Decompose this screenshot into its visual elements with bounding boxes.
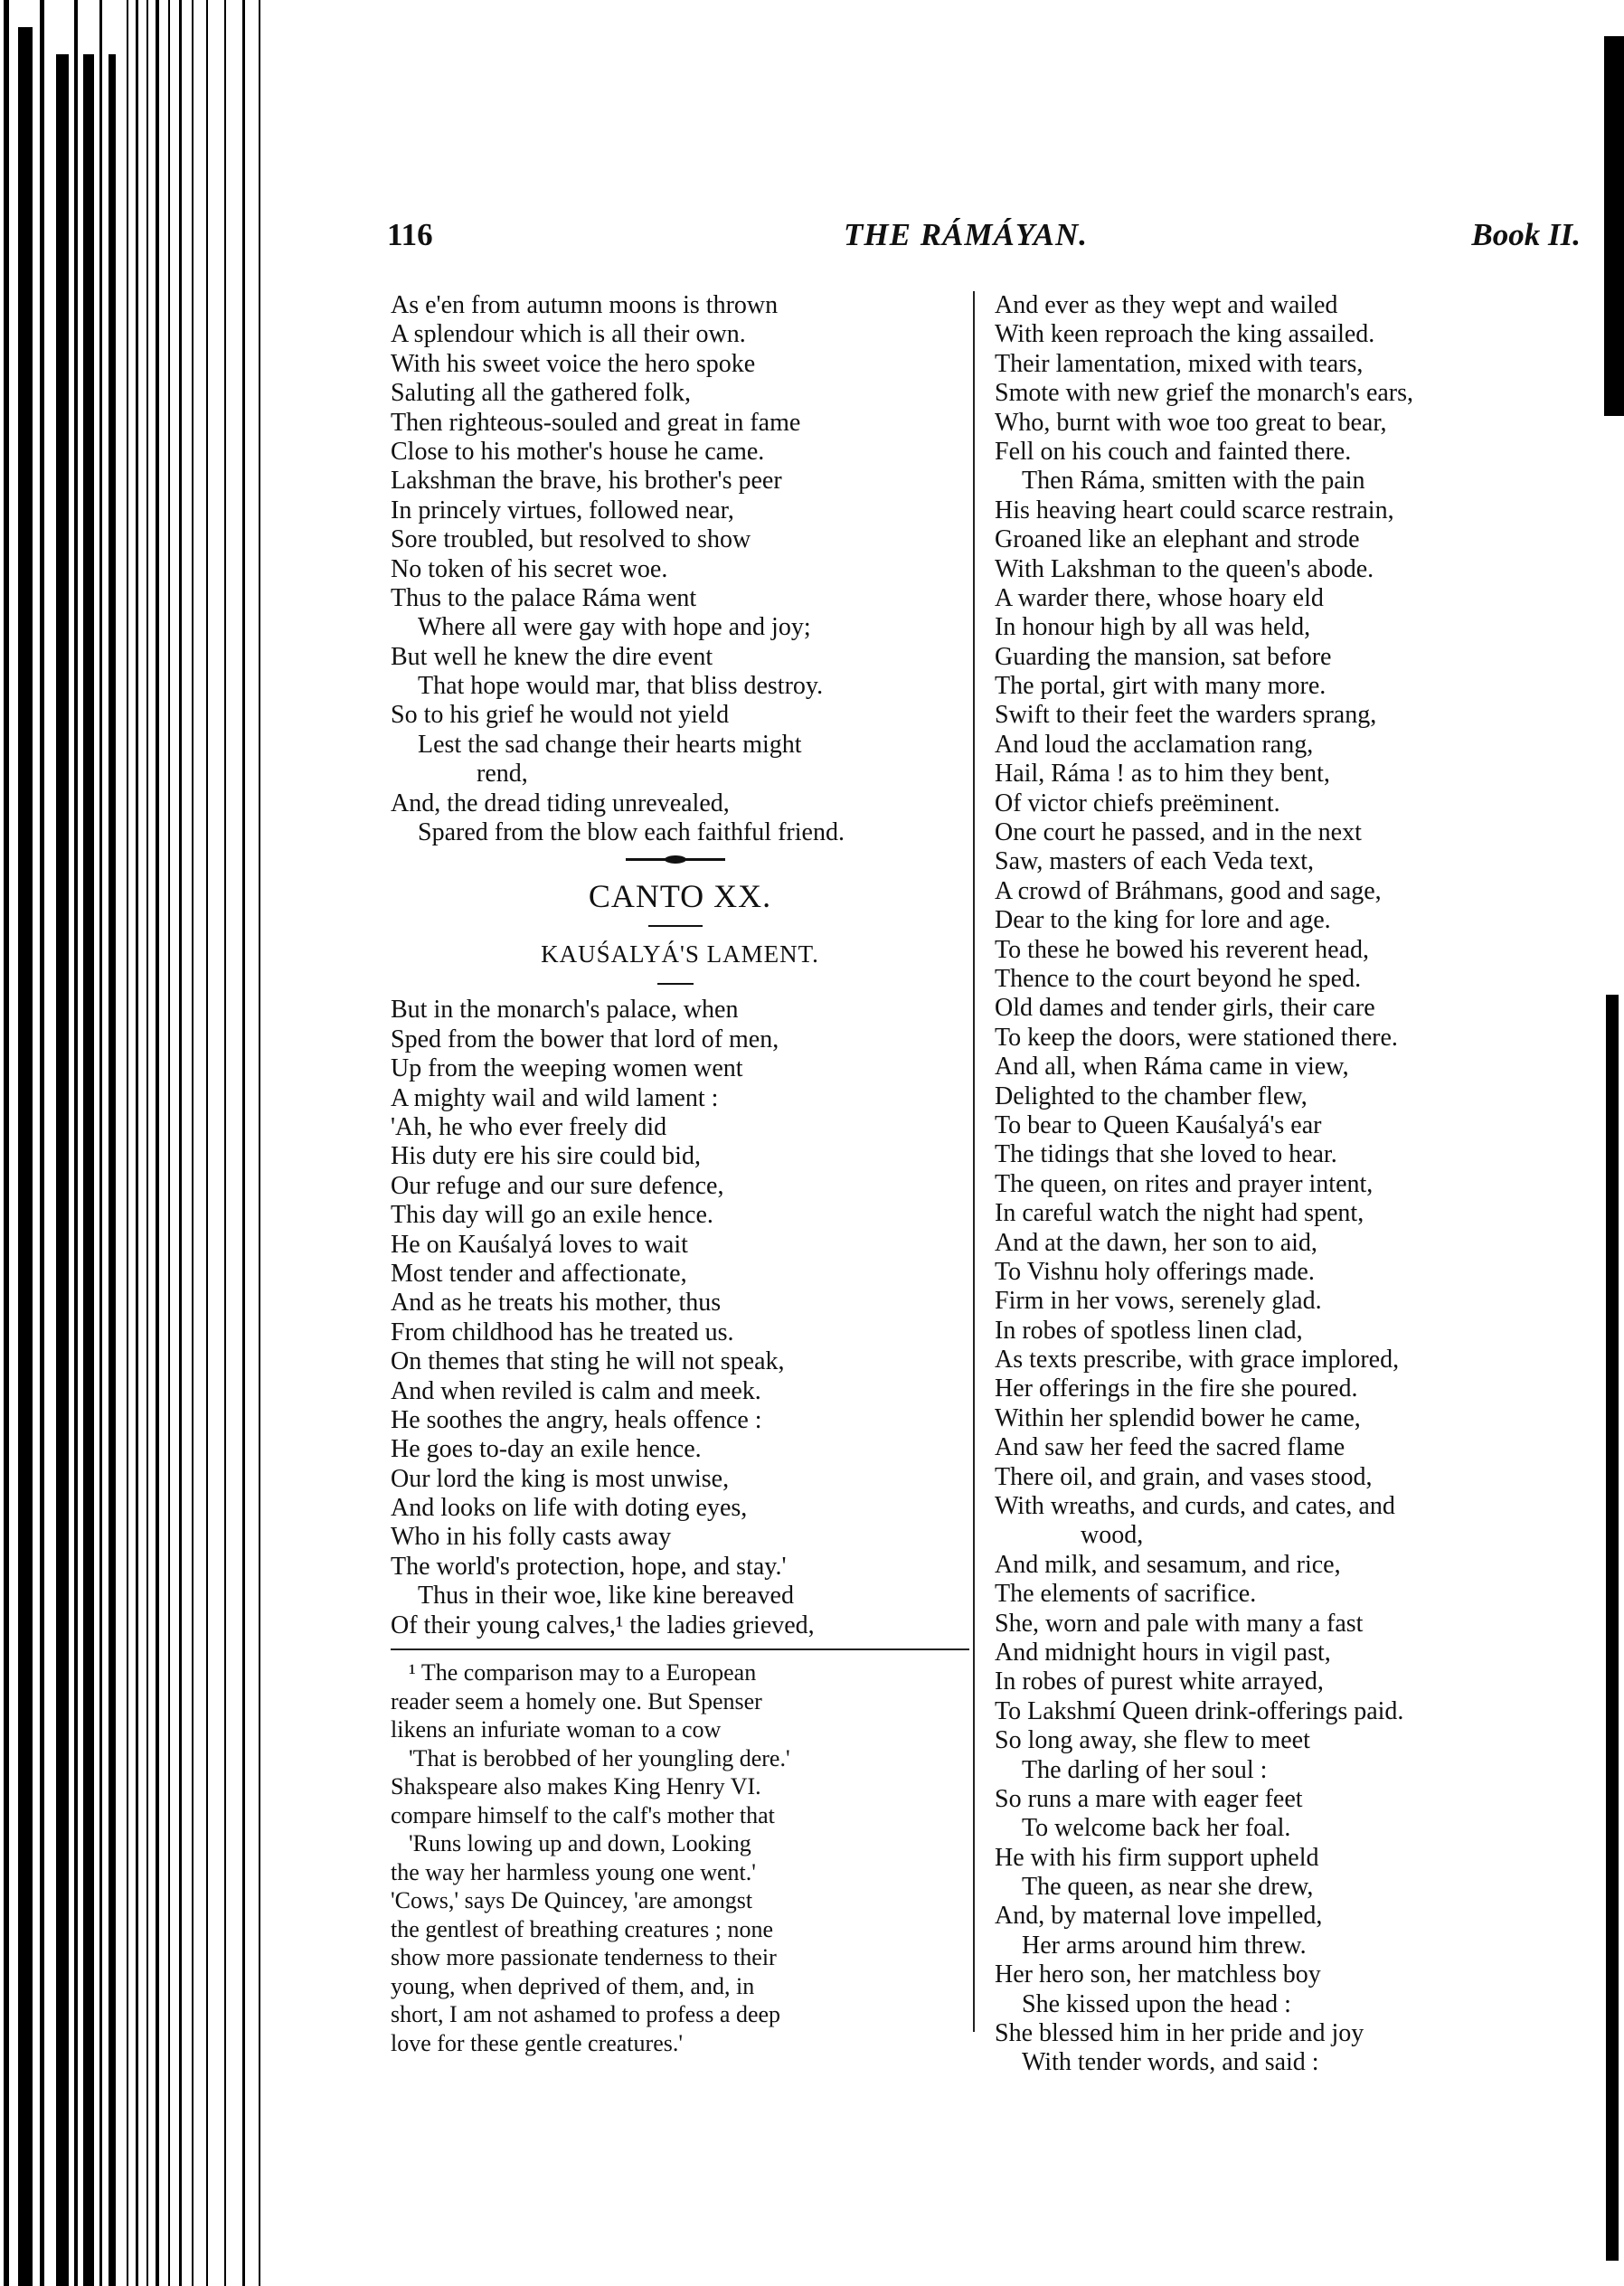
verse-line: And looks on life with doting eyes, (391, 1494, 748, 1523)
verse-line: The tidings that she loved to hear. (995, 1140, 1337, 1169)
verse-line: 'Ah, he who ever freely did (391, 1112, 667, 1141)
footnote-line: ¹ The comparison may to a European (409, 1659, 757, 1686)
page-edge-mark (1606, 995, 1619, 2261)
footnote-line: young, when deprived of them, and, in (391, 1972, 755, 1999)
verse-line: The queen, as near she drew, (1022, 1873, 1314, 1902)
verse-line: In princely virtues, followed near, (391, 496, 734, 524)
verse-line: And loud the acclamation rang, (995, 730, 1314, 759)
footnote-line: Shakspeare also makes King Henry VI. (391, 1773, 761, 1800)
rule-divider (391, 920, 969, 934)
verse-line: Delighted to the chamber flew, (995, 1082, 1308, 1110)
verse-line: A splendour which is all their own. (391, 320, 746, 349)
verse-line: Who, burnt with woe too great to bear, (995, 408, 1387, 437)
verse-line: Lest the sad change their hearts might (418, 730, 802, 759)
verse-line: He soothes the angry, heals offence : (391, 1405, 762, 1434)
verse-line: And saw her feed the sacred flame (995, 1433, 1345, 1462)
verse-line: Then Ráma, smitten with the pain (1022, 467, 1365, 496)
verse-line: Thus to the palace Ráma went (391, 583, 697, 612)
verse-line: And midnight hours in vigil past, (995, 1638, 1331, 1667)
verse-line: In careful watch the night had spent, (995, 1199, 1364, 1228)
canto-subtitle: KAUŚALYÁ'S LAMENT. (541, 940, 819, 968)
verse-line: That hope would mar, that bliss destroy. (418, 672, 824, 701)
verse-line: Firm in her vows, serenely glad. (995, 1287, 1322, 1316)
verse-line: There oil, and grain, and vases stood, (995, 1462, 1373, 1491)
footnote-line: the gentlest of breathing creatures ; none (391, 1915, 774, 1942)
verse-line: Fell on his couch and fainted there. (995, 437, 1352, 466)
verse-line: The world's protection, hope, and stay.' (391, 1552, 787, 1581)
book-label: Book II. (1471, 217, 1581, 252)
verse-line: So runs a mare with eager feet (995, 1784, 1303, 1813)
verse-line: To bear to Queen Kauśalyá's ear (995, 1110, 1322, 1139)
verse-line: She blessed him in her pride and joy (995, 2019, 1364, 2048)
verse-line: From childhood has he treated us. (391, 1318, 734, 1346)
verse-line: wood, (1081, 1521, 1144, 1550)
canto-title: CANTO XX. (588, 878, 772, 915)
verse-line: And at the dawn, her son to aid, (995, 1228, 1317, 1257)
footnote-line: show more passionate tenderness to their (391, 1944, 777, 1971)
verse-line: Dear to the king for lore and age. (995, 906, 1331, 935)
verse-line: Saluting all the gathered folk, (391, 379, 692, 408)
verse-line: With Lakshman to the queen's abode. (995, 554, 1374, 583)
verse-line: In robes of purest white arrayed, (995, 1667, 1324, 1696)
verse-line: Our refuge and our sure defence, (391, 1171, 724, 1200)
verse-line: Old dames and tender girls, their care (995, 994, 1375, 1023)
verse-line: Sore troubled, but resolved to show (391, 525, 751, 554)
verse-line: Thus in their woe, like kine bereaved (418, 1582, 794, 1611)
verse-line: She kissed upon the head : (1022, 1989, 1291, 2018)
verse-line: Their lamentation, mixed with tears, (995, 349, 1364, 378)
verse-line: rend, (477, 760, 528, 789)
verse-line: He goes to-day an exile hence. (391, 1435, 702, 1464)
running-header (387, 217, 1581, 262)
verse-line: To Lakshmí Queen drink-offerings paid. (995, 1696, 1404, 1725)
verse-line: Groaned like an elephant and strode (995, 525, 1360, 554)
verse-line: This day will go an exile hence. (391, 1201, 713, 1230)
verse-line: Spared from the blow each faithful friend. (418, 818, 845, 847)
rule-divider (391, 974, 969, 996)
verse-line: Where all were gay with hope and joy; (418, 613, 811, 642)
page-number: 116 (387, 217, 433, 252)
footnote (391, 1658, 969, 2057)
verse-line: With tender words, and said : (1022, 2048, 1319, 2077)
running-title: THE RÁMÁYAN. (844, 217, 1089, 252)
verse-line: The portal, girt with many more. (995, 672, 1327, 701)
verse-line: Then righteous-souled and great in fame (391, 408, 801, 437)
footnote-line: 'Runs lowing up and down, Looking (409, 1830, 751, 1857)
verse-line: But in the monarch's palace, when (391, 996, 739, 1025)
verse-line: But well he knew the dire event (391, 642, 713, 671)
verse-line: So long away, she flew to meet (995, 1726, 1310, 1755)
verse-line: Up from the weeping women went (391, 1054, 743, 1083)
verse-line: And, the dread tiding unrevealed, (391, 789, 730, 817)
verse-line: Most tender and affectionate, (391, 1259, 687, 1288)
left-column (391, 291, 969, 2057)
verse-line: And when reviled is calm and meek. (391, 1376, 761, 1405)
verse-line: As e'en from autumn moons is thrown (391, 291, 779, 319)
verse-line: Sped from the bower that lord of men, (391, 1025, 779, 1053)
verse-line: And milk, and sesamum, and rice, (995, 1550, 1341, 1579)
verse-line: Her arms around him threw. (1022, 1931, 1307, 1960)
verse-line: His heaving heart could scarce restrain, (995, 496, 1394, 524)
verse-line: Her offerings in the fire she poured. (995, 1374, 1358, 1403)
verse-line: No token of his secret woe. (391, 554, 668, 583)
verse-line: Hail, Ráma ! as to him they bent, (995, 760, 1330, 789)
verse-line: So to his grief he would not yield (391, 701, 730, 730)
verse-line: A warder there, whose hoary eld (995, 583, 1324, 612)
footnote-line: compare himself to the calf's mother that (391, 1801, 775, 1828)
verse-line: He with his firm support upheld (995, 1843, 1319, 1872)
verse-line: As texts prescribe, with grace implored, (995, 1346, 1400, 1374)
verse-line: He on Kauśalyá loves to wait (391, 1230, 688, 1259)
verse-line: Guarding the mansion, sat before (995, 642, 1332, 671)
verse-line: Saw, masters of each Veda text, (995, 847, 1314, 876)
verse-line: Swift to their feet the warders sprang, (995, 701, 1377, 730)
footnote-line: the way her harmless young one went.' (391, 1858, 756, 1885)
verse-line: In honour high by all was held, (995, 613, 1311, 642)
footnote-rule (391, 1640, 969, 1658)
verse-line: One court he passed, and in the next (995, 818, 1362, 847)
verse-line: Lakshman the brave, his brother's peer (391, 467, 782, 496)
right-column (995, 291, 1573, 2078)
verse-line: A mighty wail and wild lament : (391, 1083, 719, 1112)
verse-line: With keen reproach the king assailed. (995, 320, 1375, 349)
footnote-line: love for these gentle creatures.' (391, 2029, 684, 2056)
verse-line: To Vishnu holy offerings made. (995, 1257, 1315, 1286)
verse-line: And ever as they wept and wailed (995, 291, 1338, 319)
footnote-line: likens an infuriate woman to a cow (391, 1716, 722, 1743)
verse-line: Our lord the king is most unwise, (391, 1464, 730, 1493)
footnote-line: short, I am not ashamed to profess a deep (391, 2001, 781, 2028)
verse-line: Smote with new grief the monarch's ears, (995, 379, 1414, 408)
verse-line: The darling of her soul : (1022, 1755, 1268, 1784)
verse-line: Her hero son, her matchless boy (995, 1960, 1321, 1989)
verse-line: And all, when Ráma came in view, (995, 1053, 1349, 1082)
verse-line: Of their young calves,¹ the ladies grieved, (391, 1611, 815, 1639)
book-binding-edge (0, 0, 271, 2286)
verse-line: Who in his folly casts away (391, 1523, 672, 1552)
footnote-line: reader seem a homely one. But Spenser (391, 1687, 762, 1714)
verse-line: Within her splendid bower he came, (995, 1403, 1361, 1432)
verse-line: Of victor chiefs preëminent. (995, 789, 1280, 817)
page-edge-mark (1604, 36, 1624, 416)
footnote-line: 'Cows,' says De Quincey, 'are amongst (391, 1887, 753, 1914)
verse-line: In robes of spotless linen clad, (995, 1316, 1303, 1345)
ornament-divider (391, 847, 969, 873)
verse-line: On themes that sting he will not speak, (391, 1347, 785, 1376)
verse-line: To these he bowed his reverent head, (995, 935, 1369, 964)
verse-line: The elements of sacrifice. (995, 1580, 1257, 1609)
verse-line: And, by maternal love impelled, (995, 1902, 1323, 1931)
verse-line: She, worn and pale with many a fast (995, 1609, 1364, 1638)
footnote-line: 'That is berobbed of her youngling dere.' (409, 1744, 790, 1771)
verse-line: Thence to the court beyond he sped. (995, 964, 1362, 993)
verse-line: The queen, on rites and prayer intent, (995, 1169, 1374, 1198)
verse-line: To welcome back her foal. (1022, 1814, 1291, 1843)
verse-line: Close to his mother's house he came. (391, 437, 765, 466)
column-divider (973, 291, 975, 2032)
verse-line: And as he treats his mother, thus (391, 1289, 722, 1318)
verse-line: With his sweet voice the hero spoke (391, 349, 756, 378)
verse-line: His duty ere his sire could bid, (391, 1142, 701, 1171)
verse-line: A crowd of Bráhmans, good and sage, (995, 876, 1382, 905)
verse-line: With wreaths, and curds, and cates, and (995, 1492, 1395, 1521)
verse-line: To keep the doors, were stationed there. (995, 1023, 1398, 1052)
